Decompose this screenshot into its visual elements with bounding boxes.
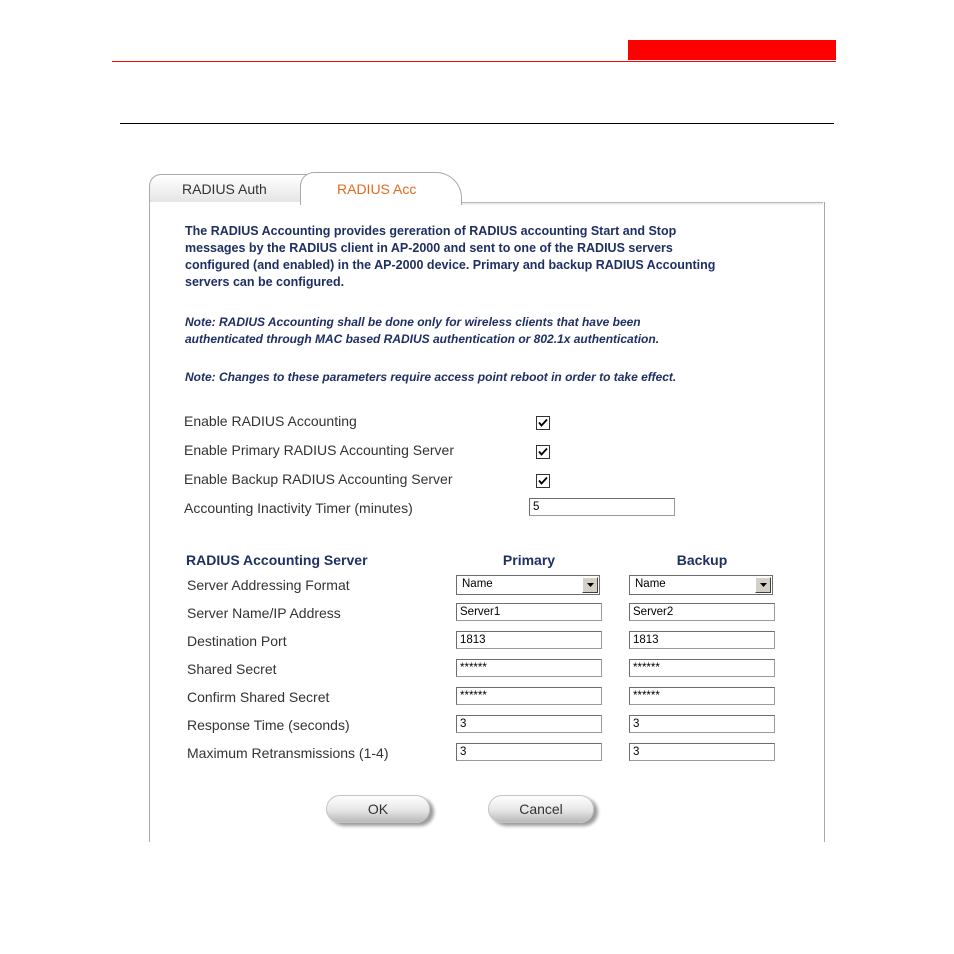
primary-column-header: Primary (502, 552, 556, 568)
inactivity-timer-label: Accounting Inactivity Timer (minutes) (184, 500, 413, 516)
backup-addressing-format-select[interactable] (629, 575, 773, 595)
select-value: Name (462, 578, 493, 590)
enable-primary-label: Enable Primary RADIUS Accounting Server (184, 442, 454, 458)
inactivity-timer-input[interactable]: 5 (529, 498, 675, 516)
backup-server-name-input[interactable]: Server2 (629, 603, 775, 621)
confirm-shared-secret-label: Confirm Shared Secret (187, 689, 330, 705)
enable-backup-checkbox[interactable] (536, 474, 550, 488)
primary-max-retransmissions-input[interactable]: 3 (456, 743, 602, 761)
backup-column-header: Backup (676, 552, 728, 568)
backup-max-retransmissions-input[interactable]: 3 (629, 743, 775, 761)
header-red-rule (112, 61, 836, 62)
cancel-button[interactable]: Cancel (488, 795, 594, 823)
checkmark-icon (537, 475, 549, 487)
server-name-label: Server Name/IP Address (187, 605, 341, 621)
response-time-label: Response Time (seconds) (187, 717, 350, 733)
primary-destination-port-input[interactable]: 1813 (456, 631, 602, 649)
note-line: Note: RADIUS Accounting shall be done only for wireless clients that have been (185, 315, 641, 329)
header-red-block (628, 40, 836, 60)
select-value: Name (635, 578, 666, 590)
dropdown-arrow-icon[interactable] (755, 577, 771, 593)
primary-shared-secret-input[interactable]: ****** (456, 659, 602, 677)
description-line: messages by the RADIUS client in AP-2000 and sent to one of the RADIUS servers (185, 241, 673, 255)
primary-confirm-secret-input[interactable]: ****** (456, 687, 602, 705)
note-accounting (185, 314, 805, 348)
note-line: authenticated through MAC based RADIUS authentication or 802.1x authentication. (185, 332, 660, 346)
primary-addressing-format-select[interactable] (456, 575, 600, 595)
checkmark-icon (537, 417, 549, 429)
enable-primary-checkbox[interactable] (536, 445, 550, 459)
description-line: servers can be configured. (185, 275, 345, 289)
dropdown-arrow-icon[interactable] (582, 577, 598, 593)
enable-accounting-checkbox[interactable] (536, 416, 550, 430)
checkmark-icon (537, 446, 549, 458)
destination-port-label: Destination Port (187, 633, 287, 649)
server-table-title: RADIUS Accounting Server (186, 552, 368, 568)
description-line: The RADIUS Accounting provides gereration of RADIUS accounting Start and Stop (185, 224, 677, 238)
primary-response-time-input[interactable]: 3 (456, 715, 602, 733)
max-retransmissions-label: Maximum Retransmissions (1-4) (187, 745, 389, 761)
enable-backup-label: Enable Backup RADIUS Accounting Server (184, 471, 453, 487)
tab-radius-auth[interactable] (149, 174, 321, 203)
section-rule (120, 123, 834, 124)
addressing-format-label: Server Addressing Format (187, 577, 350, 593)
shared-secret-label: Shared Secret (187, 661, 277, 677)
tab-radius-auth-label: RADIUS Auth (182, 181, 267, 197)
description (185, 223, 805, 291)
backup-shared-secret-input[interactable]: ****** (629, 659, 775, 677)
tab-radius-acc[interactable] (300, 172, 462, 205)
description-line: configured (and enabled) in the AP-2000 device. Primary and backup RADIUS Accounting (185, 258, 716, 272)
enable-accounting-label: Enable RADIUS Accounting (184, 413, 357, 429)
note-reboot: Note: Changes to these parameters require access point reboot in order to take effect. (185, 370, 677, 384)
backup-response-time-input[interactable]: 3 (629, 715, 775, 733)
tab-radius-acc-label: RADIUS Acc (337, 181, 417, 197)
primary-server-name-input[interactable]: Server1 (456, 603, 602, 621)
backup-confirm-secret-input[interactable]: ****** (629, 687, 775, 705)
ok-button[interactable]: OK (326, 795, 430, 823)
backup-destination-port-input[interactable]: 1813 (629, 631, 775, 649)
panel-top-edge (449, 202, 823, 206)
